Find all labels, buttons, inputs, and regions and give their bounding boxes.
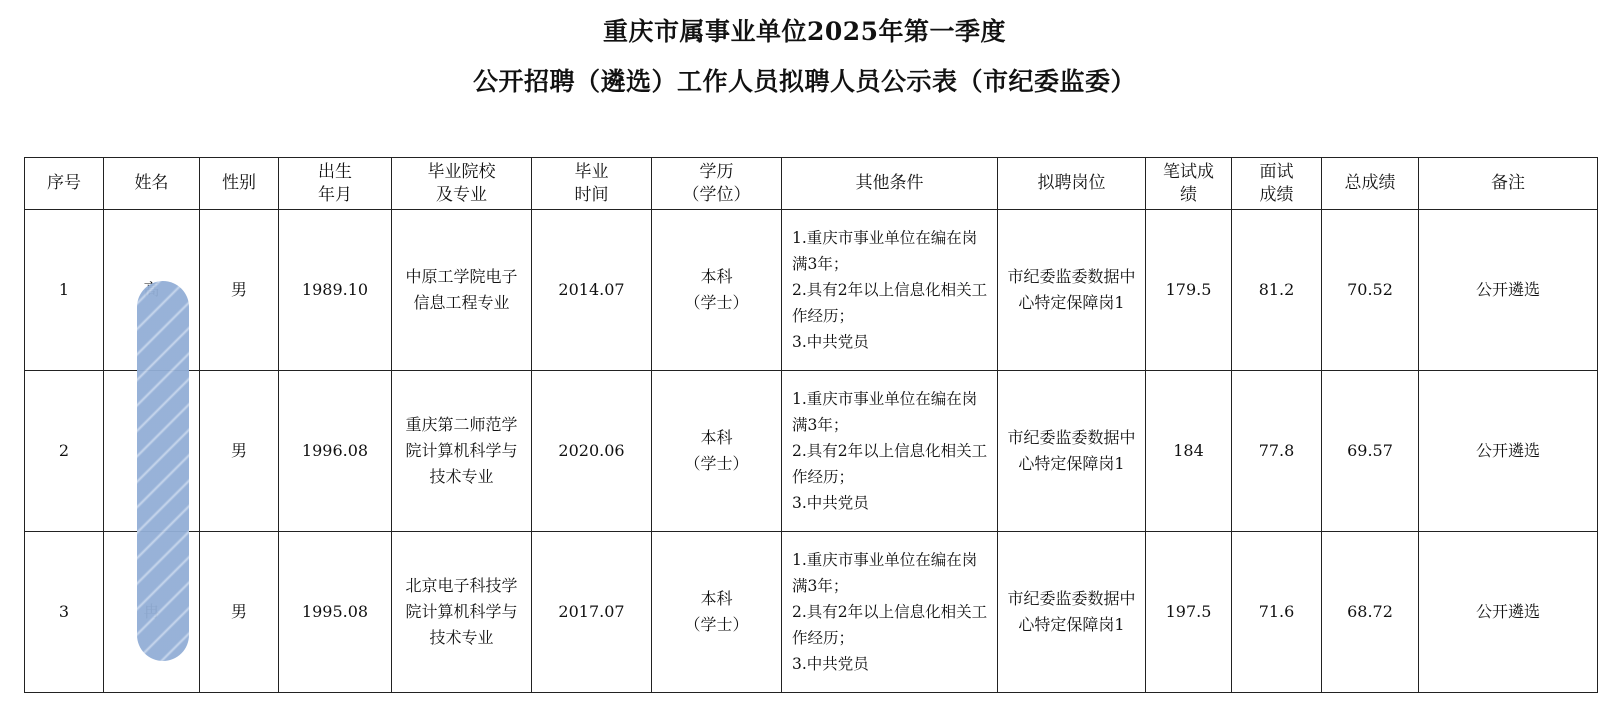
cell-school bbox=[392, 210, 532, 371]
condition-line: 1.重庆市事业单位在编在岗满3年； bbox=[792, 390, 978, 434]
cell-degree bbox=[652, 371, 782, 532]
col-header-grad-time: 毕业 时间 bbox=[532, 158, 652, 210]
cell-gender-text: 男 bbox=[230, 441, 247, 460]
cell-note bbox=[1419, 210, 1598, 371]
cell-post bbox=[998, 532, 1146, 693]
cell-degree-text: 本科 （学士） bbox=[684, 428, 749, 473]
cell-birth-text: 1995.08 bbox=[301, 602, 369, 621]
cell-conditions bbox=[782, 532, 998, 693]
cell-no bbox=[25, 371, 104, 532]
col-header-total: 总成绩 bbox=[1322, 158, 1419, 210]
cell-grad-time bbox=[532, 371, 652, 532]
cell-school-text: 北京电子科技学院计算机科学与技术专业 bbox=[405, 576, 518, 647]
cell-written-score-text: 184 bbox=[1173, 441, 1204, 460]
cell-birth-text: 1989.10 bbox=[301, 280, 369, 299]
cell-degree-text: 本科 （学士） bbox=[684, 589, 749, 634]
cell-grad-time bbox=[532, 532, 652, 693]
condition-line: 2.具有2年以上信息化相关工作经历； bbox=[792, 281, 988, 325]
cell-interview-score-text: 81.2 bbox=[1258, 280, 1295, 299]
col-header-interview: 面试 成绩 bbox=[1232, 158, 1322, 210]
cell-gender bbox=[200, 532, 279, 693]
cell-total-score bbox=[1322, 371, 1419, 532]
cell-conditions bbox=[782, 371, 998, 532]
cell-gender bbox=[200, 371, 279, 532]
cell-degree bbox=[652, 210, 782, 371]
cell-grad-time-text: 2014.07 bbox=[558, 280, 625, 299]
cell-post bbox=[998, 210, 1146, 371]
cell-degree bbox=[652, 532, 782, 693]
cell-gender-text: 男 bbox=[230, 602, 247, 621]
cell-gender-text: 男 bbox=[230, 280, 247, 299]
cell-conditions bbox=[782, 210, 998, 371]
cell-note-text: 公开遴选 bbox=[1475, 280, 1540, 299]
col-header-school: 毕业院校 及专业 bbox=[392, 158, 532, 210]
cell-post-text: 市纪委监委数据中心特定保障岗1 bbox=[1007, 428, 1136, 473]
cell-written-score bbox=[1146, 371, 1232, 532]
cell-grad-time-text: 2020.06 bbox=[558, 441, 625, 460]
col-header-birth: 出生 年月 bbox=[279, 158, 392, 210]
cell-interview-score bbox=[1232, 210, 1322, 371]
cell-birth bbox=[279, 371, 392, 532]
header-row bbox=[25, 158, 1598, 210]
table-row bbox=[25, 210, 1598, 371]
cell-no-text: 1 bbox=[58, 280, 70, 299]
cell-post bbox=[998, 371, 1146, 532]
cell-note-text: 公开遴选 bbox=[1475, 441, 1540, 460]
col-header-name: 姓名 bbox=[104, 158, 200, 210]
cell-total-score-text: 70.52 bbox=[1347, 280, 1393, 299]
col-header-degree: 学历 （学位） bbox=[652, 158, 782, 210]
cell-no bbox=[25, 532, 104, 693]
cell-no bbox=[25, 210, 104, 371]
cell-written-score-text: 197.5 bbox=[1165, 602, 1212, 621]
cell-note bbox=[1419, 532, 1598, 693]
cell-school bbox=[392, 532, 532, 693]
cell-grad-time bbox=[532, 210, 652, 371]
document-title-line1: 重庆市属事业单位2025年第一季度 bbox=[602, 17, 1007, 46]
col-header-gender: 性别 bbox=[200, 158, 279, 210]
cell-birth bbox=[279, 210, 392, 371]
col-header-written: 笔试成 绩 bbox=[1146, 158, 1232, 210]
cell-interview-score-text: 77.8 bbox=[1258, 441, 1295, 460]
cell-school bbox=[392, 371, 532, 532]
cell-school-text: 重庆第二师范学院计算机科学与技术专业 bbox=[405, 415, 518, 486]
cell-total-score bbox=[1322, 210, 1419, 371]
cell-total-score bbox=[1322, 532, 1419, 693]
cell-post-text: 市纪委监委数据中心特定保障岗1 bbox=[1007, 589, 1136, 634]
cell-interview-score-text: 71.6 bbox=[1258, 602, 1295, 621]
condition-line: 1.重庆市事业单位在编在岗满3年； bbox=[792, 551, 978, 595]
condition-line: 3.中共党员 bbox=[792, 494, 869, 512]
condition-line: 3.中共党员 bbox=[792, 655, 869, 673]
cell-birth-text: 1996.08 bbox=[301, 441, 369, 460]
cell-degree-text: 本科 （学士） bbox=[684, 267, 749, 312]
cell-interview-score bbox=[1232, 532, 1322, 693]
cell-total-score-text: 69.57 bbox=[1347, 441, 1393, 460]
col-header-no: 序号 bbox=[25, 158, 104, 210]
cell-no-text: 2 bbox=[58, 441, 70, 460]
cell-written-score bbox=[1146, 210, 1232, 371]
table-row bbox=[25, 371, 1598, 532]
condition-line: 3.中共党员 bbox=[792, 333, 869, 351]
cell-note bbox=[1419, 371, 1598, 532]
redaction-overlay bbox=[137, 281, 189, 661]
cell-gender bbox=[200, 210, 279, 371]
cell-post-text: 市纪委监委数据中心特定保障岗1 bbox=[1007, 267, 1136, 312]
col-header-post: 拟聘岗位 bbox=[998, 158, 1146, 210]
cell-no-text: 3 bbox=[58, 602, 70, 621]
cell-interview-score bbox=[1232, 371, 1322, 532]
cell-grad-time-text: 2017.07 bbox=[558, 602, 625, 621]
col-header-conditions: 其他条件 bbox=[782, 158, 998, 210]
col-header-note: 备注 bbox=[1419, 158, 1598, 210]
condition-line: 1.重庆市事业单位在编在岗满3年； bbox=[792, 229, 978, 273]
cell-written-score bbox=[1146, 532, 1232, 693]
document-title-line2: 公开招聘（遴选）工作人员拟聘人员公示表（市纪委监委） bbox=[472, 67, 1136, 96]
cell-total-score-text: 68.72 bbox=[1347, 602, 1393, 621]
recruitment-table bbox=[24, 157, 1598, 693]
cell-written-score-text: 179.5 bbox=[1165, 280, 1212, 299]
table-row bbox=[25, 532, 1598, 693]
condition-line: 2.具有2年以上信息化相关工作经历； bbox=[792, 442, 988, 486]
condition-line: 2.具有2年以上信息化相关工作经历； bbox=[792, 603, 988, 647]
cell-school-text: 中原工学院电子信息工程专业 bbox=[405, 267, 518, 312]
cell-birth bbox=[279, 532, 392, 693]
cell-note-text: 公开遴选 bbox=[1475, 602, 1540, 621]
